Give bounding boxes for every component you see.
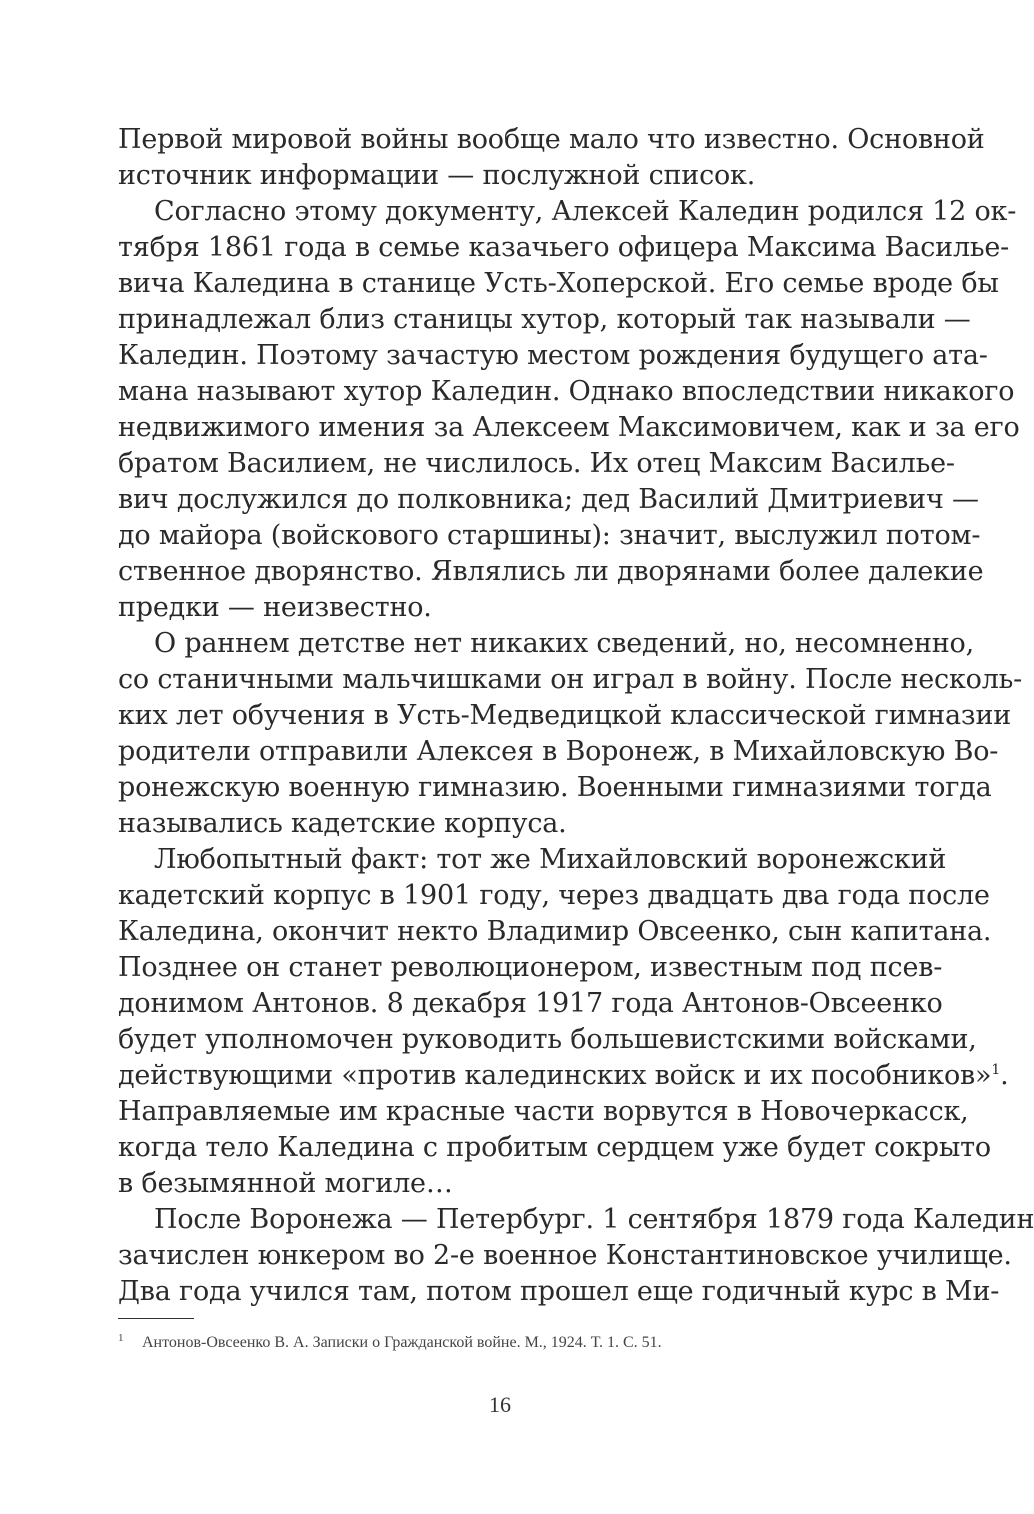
text-line: Каледина, окончит некто Владимир Овсеенко, сын капитана. (118, 916, 992, 947)
text-line: Два года учился там, потом прошел еще годичный курс в Ми- (118, 1276, 1000, 1307)
text-line: зачислен юнкером во 2-е военное Константиновское училище. (118, 1240, 1012, 1271)
paragraph-4 (118, 842, 1009, 1202)
text-line: вича Каледина в станице Усть-Хоперской. Его семье вроде бы (118, 268, 999, 299)
body-text (118, 122, 1034, 1310)
text-line: вич дослужился до полковника; дед Василий Дмитриевич — (118, 484, 979, 515)
text-line-content: действующими «против калединских войск и их пособников» (118, 1060, 992, 1091)
text-line: до майора (войскового старшины): значит, выслужил потом- (118, 520, 981, 551)
text-line: родители отправили Алексея в Воронеж, в Михайловскую Во- (118, 736, 999, 767)
text-line: предки — неизвестно. (118, 592, 432, 623)
text-line: в безымянной могиле… (118, 1168, 453, 1199)
page-number: 16 (489, 1392, 511, 1417)
text-line: когда тело Каледина с пробитым сердцем уже будет сокрыто (118, 1132, 991, 1163)
text-line: ких лет обучения в Усть-Медведицкой классической гимназии (118, 700, 1012, 731)
paragraph-5 (118, 1202, 1034, 1310)
text-line: Направляемые им красные части ворвутся в Новочеркасск, (118, 1096, 969, 1127)
text-line: ственное дворянство. Являлись ли дворянами более далекие (118, 556, 984, 587)
text-line: будет уполномочен руководить большевистскими войсками, (118, 1024, 977, 1055)
text-line: О раннем детстве нет никаких сведений, но, несомненно, (154, 628, 974, 659)
text-line: Согласно этому документу, Алексей Каледин родился 12 ок- (154, 196, 1017, 227)
text-line: Любопытный факт: тот же Михайловский воронежский (154, 844, 947, 875)
text-line: Каледин. Поэтому зачастую местом рождения будущего ата- (118, 340, 988, 371)
text-line: Первой мировой войны вообще мало что известно. Основной (118, 124, 985, 155)
text-line: недвижимого имения за Алексеем Максимовичем, как и за его (118, 412, 1020, 443)
text-line: братом Василием, не числилось. Их отец Максим Василье- (118, 448, 955, 479)
footnote-reference[interactable]: 1 (991, 1062, 1001, 1078)
text-line: источник информации — послужной список. (118, 160, 756, 191)
text-line: После Воронежа — Петербург. 1 сентября 1879 года Каледин (154, 1204, 1034, 1235)
footnote-divider (118, 1318, 194, 1319)
footnote-ref-tail: . (1000, 1060, 1009, 1091)
paragraph-3 (118, 626, 1023, 842)
paragraph-2 (118, 194, 1020, 626)
text-line: кадетский корпус в 1901 году, через двадцать два года после (118, 880, 990, 911)
text-line: принадлежал близ станицы хутор, который так называли — (118, 304, 971, 335)
text-line-with-footnote (118, 1058, 1009, 1094)
text-line: Позднее он станет революционером, известным под псев- (118, 952, 943, 983)
paragraph-1 (118, 122, 985, 194)
text-line: со станичными мальчишками он играл в войну. После несколь- (118, 664, 1023, 695)
footnote: 1 Антонов-Овсеенко В. А. Записки о Гражданской войне. М., 1924. Т. 1. С. 51. (118, 1331, 662, 1351)
text-line: мана называют хутор Каледин. Однако впоследствии никакого (118, 376, 1015, 407)
text-line: тября 1861 года в семье казачьего офицера Максима Василье- (118, 232, 1010, 263)
text-line: назывались кадетские корпуса. (118, 808, 567, 839)
text-line: донимом Антонов. 8 декабря 1917 года Антонов-Овсеенко (118, 988, 943, 1019)
footnote-text: Антонов-Овсеенко В. А. Записки о Гражданской войне. М., 1924. Т. 1. С. 51. (142, 1334, 662, 1351)
text-line: ронежскую военную гимназию. Военными гимназиями тогда (118, 772, 992, 803)
